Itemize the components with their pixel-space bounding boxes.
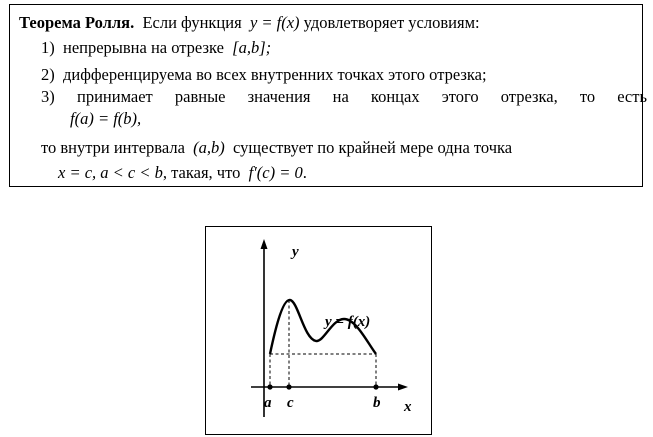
point-line: [58, 163, 307, 183]
rolle-graph: [206, 227, 433, 436]
condition-3-text: принимает равные значения на концах этого отрезка, то есть: [77, 87, 647, 106]
intro-tail: удовлетворяет условиям:: [303, 13, 480, 32]
point-b-label: b: [373, 395, 381, 411]
condition-number: 2): [41, 65, 55, 84]
theorem-title: Теорема Ролля.: [19, 13, 135, 32]
x-axis-arrow: [398, 384, 408, 391]
intro-function: y = f(x): [249, 13, 300, 32]
point-a-dot: [267, 384, 272, 389]
condition-3-number: 3): [41, 87, 55, 106]
theorem-box: [9, 4, 647, 187]
y-axis-arrow: [261, 239, 268, 249]
point-math: x = c, a < c < b: [58, 163, 163, 182]
point-c-label: c: [287, 395, 294, 411]
x-axis-label: x: [404, 399, 412, 415]
condition-3-math: f(a) = f(b),: [70, 109, 142, 128]
condition-number: 1): [41, 38, 55, 57]
condition-2: [41, 65, 487, 85]
point-c-dot: [286, 384, 291, 389]
point-mid: , такая, что: [162, 163, 241, 182]
graph-box: [205, 226, 432, 435]
conclusion-interval: (a,b): [193, 138, 225, 157]
point-derivative: f′(c) = 0: [248, 163, 303, 182]
point-a-label: a: [264, 395, 272, 411]
conclusion-line: [41, 138, 512, 158]
conclusion-text: то внутри интервала: [41, 138, 185, 157]
condition-1: [41, 38, 271, 58]
point-b-dot: [373, 384, 378, 389]
condition-text: непрерывна на отрезке: [63, 38, 224, 57]
curve-label: y = f(x): [325, 314, 371, 330]
intro-text: Если функция: [142, 13, 242, 32]
y-axis-label: y: [292, 244, 299, 260]
theorem-header: [19, 13, 480, 33]
condition-text: дифференцируема во всех внутренних точках этого отрезка;: [63, 65, 487, 84]
point-end: .: [302, 163, 307, 182]
condition-math-interval: [a,b];: [232, 38, 272, 57]
conclusion-tail: существует по крайней мере одна точка: [233, 138, 513, 157]
